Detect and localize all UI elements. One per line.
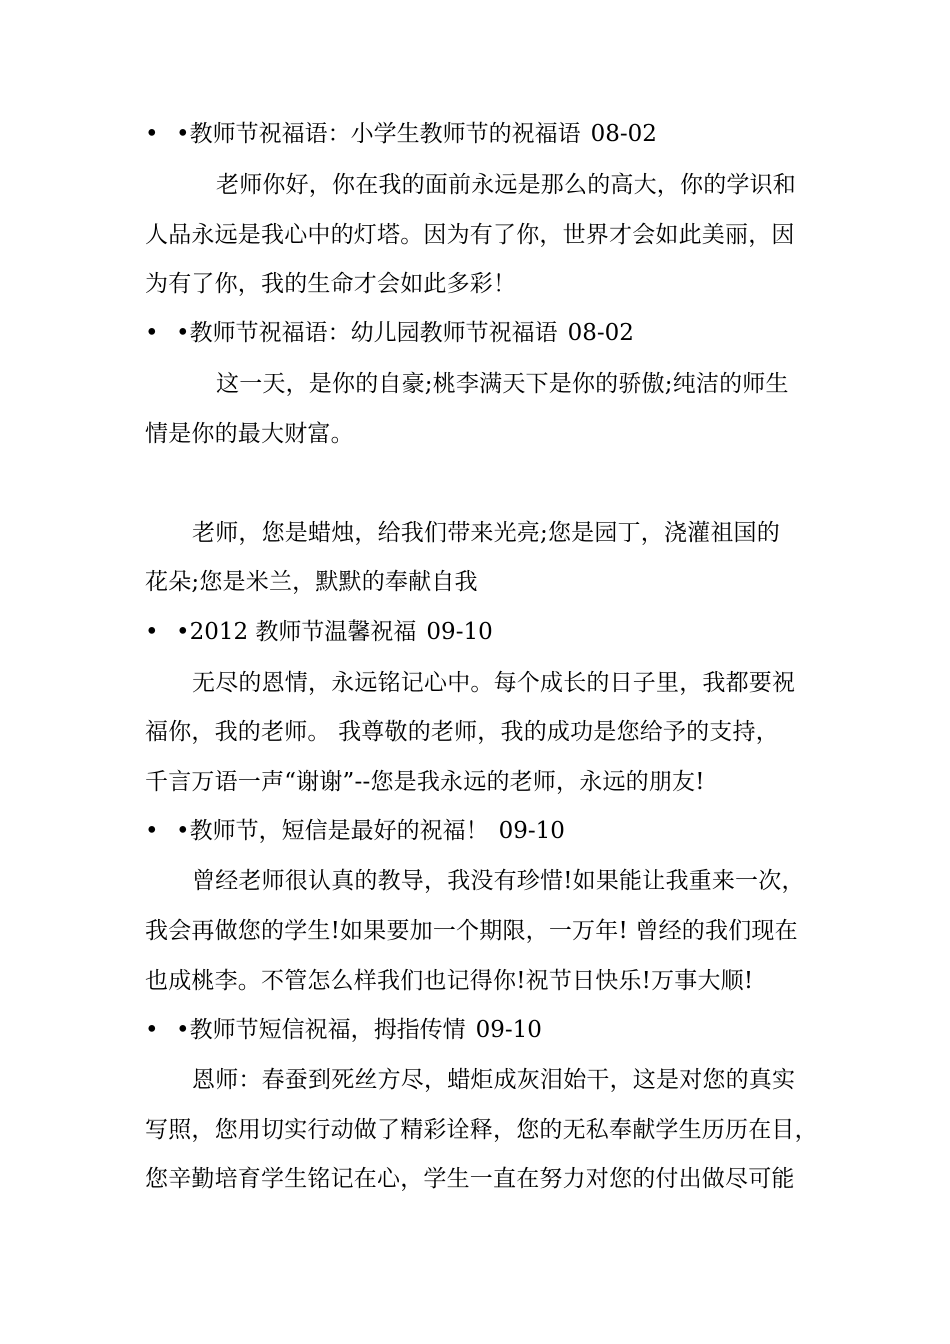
bullet-marker: • bbox=[145, 320, 159, 346]
item-title-text: •教师节祝福语：幼儿园教师节祝福语 bbox=[176, 320, 558, 346]
paragraph-line: 您辛勤培育学生铭记在心，学生一直在努力对您的付出做尽可能 bbox=[145, 1166, 795, 1192]
bullet-marker: • bbox=[145, 1017, 159, 1043]
paragraph-line: 老师你好，你在我的面前永远是那么的高大，你的学识和 bbox=[216, 172, 796, 198]
item-title-text: •教师节短信祝福，拇指传情 bbox=[176, 1017, 466, 1043]
item-title bbox=[176, 617, 493, 647]
item-title bbox=[176, 119, 657, 149]
item-title-text: •教师节，短信是最好的祝福！ bbox=[176, 818, 489, 844]
paragraph-line: 花朵;您是米兰，默默的奉献自我 bbox=[145, 569, 478, 595]
paragraph-line: 也成桃李。不管怎么样我们也记得你!祝节日快乐!万事大顺! bbox=[145, 968, 754, 994]
bullet-marker: • bbox=[145, 619, 159, 645]
paragraph-line: 无尽的恩情，永远铭记心中。每个成长的日子里，我都要祝 bbox=[192, 670, 796, 696]
paragraph-line: 写照，您用切实行动做了精彩诠释，您的无私奉献学生历历在目， bbox=[145, 1117, 818, 1143]
paragraph-line: 我会再做您的学生!如果要加一个期限，一万年! 曾经的我们现在 bbox=[145, 918, 798, 944]
paragraph-line: 老师，您是蜡烛，给我们带来光亮;您是园丁，浇灌祖国的 bbox=[192, 520, 780, 546]
item-title bbox=[176, 318, 634, 348]
paragraph-line: 人品永远是我心中的灯塔。因为有了你，世界才会如此美丽，因 bbox=[145, 222, 795, 248]
item-date: 09-10 bbox=[475, 1017, 542, 1043]
item-date: 08-02 bbox=[567, 320, 634, 346]
item-date: 09-10 bbox=[426, 619, 493, 645]
paragraph-line: 福你，我的老师。 我尊敬的老师，我的成功是您给予的支持， bbox=[145, 719, 779, 745]
bullet-marker: • bbox=[145, 818, 159, 844]
item-title bbox=[176, 816, 565, 846]
paragraph-line: 曾经老师很认真的教导，我没有珍惜!如果能让我重来一次， bbox=[192, 868, 805, 894]
paragraph-line: 为有了你，我的生命才会如此多彩！ bbox=[145, 271, 517, 297]
item-title-text: •教师节祝福语：小学生教师节的祝福语 bbox=[176, 121, 581, 147]
item-title-text: •2012 教师节温馨祝福 bbox=[176, 619, 417, 645]
item-date: 09-10 bbox=[498, 818, 565, 844]
paragraph-line: 情是你的最大财富。 bbox=[145, 421, 354, 447]
bullet-marker: • bbox=[145, 121, 159, 147]
paragraph-line: 这一天，是你的自豪;桃李满天下是你的骄傲;纯洁的师生 bbox=[216, 371, 789, 397]
paragraph-line: 千言万语一声“谢谢”--您是我永远的老师，永远的朋友! bbox=[145, 769, 705, 795]
item-title bbox=[176, 1015, 542, 1045]
paragraph-line: 恩师：春蚕到死丝方尽，蜡炬成灰泪始干，这是对您的真实 bbox=[192, 1067, 796, 1093]
item-date: 08-02 bbox=[590, 121, 657, 147]
